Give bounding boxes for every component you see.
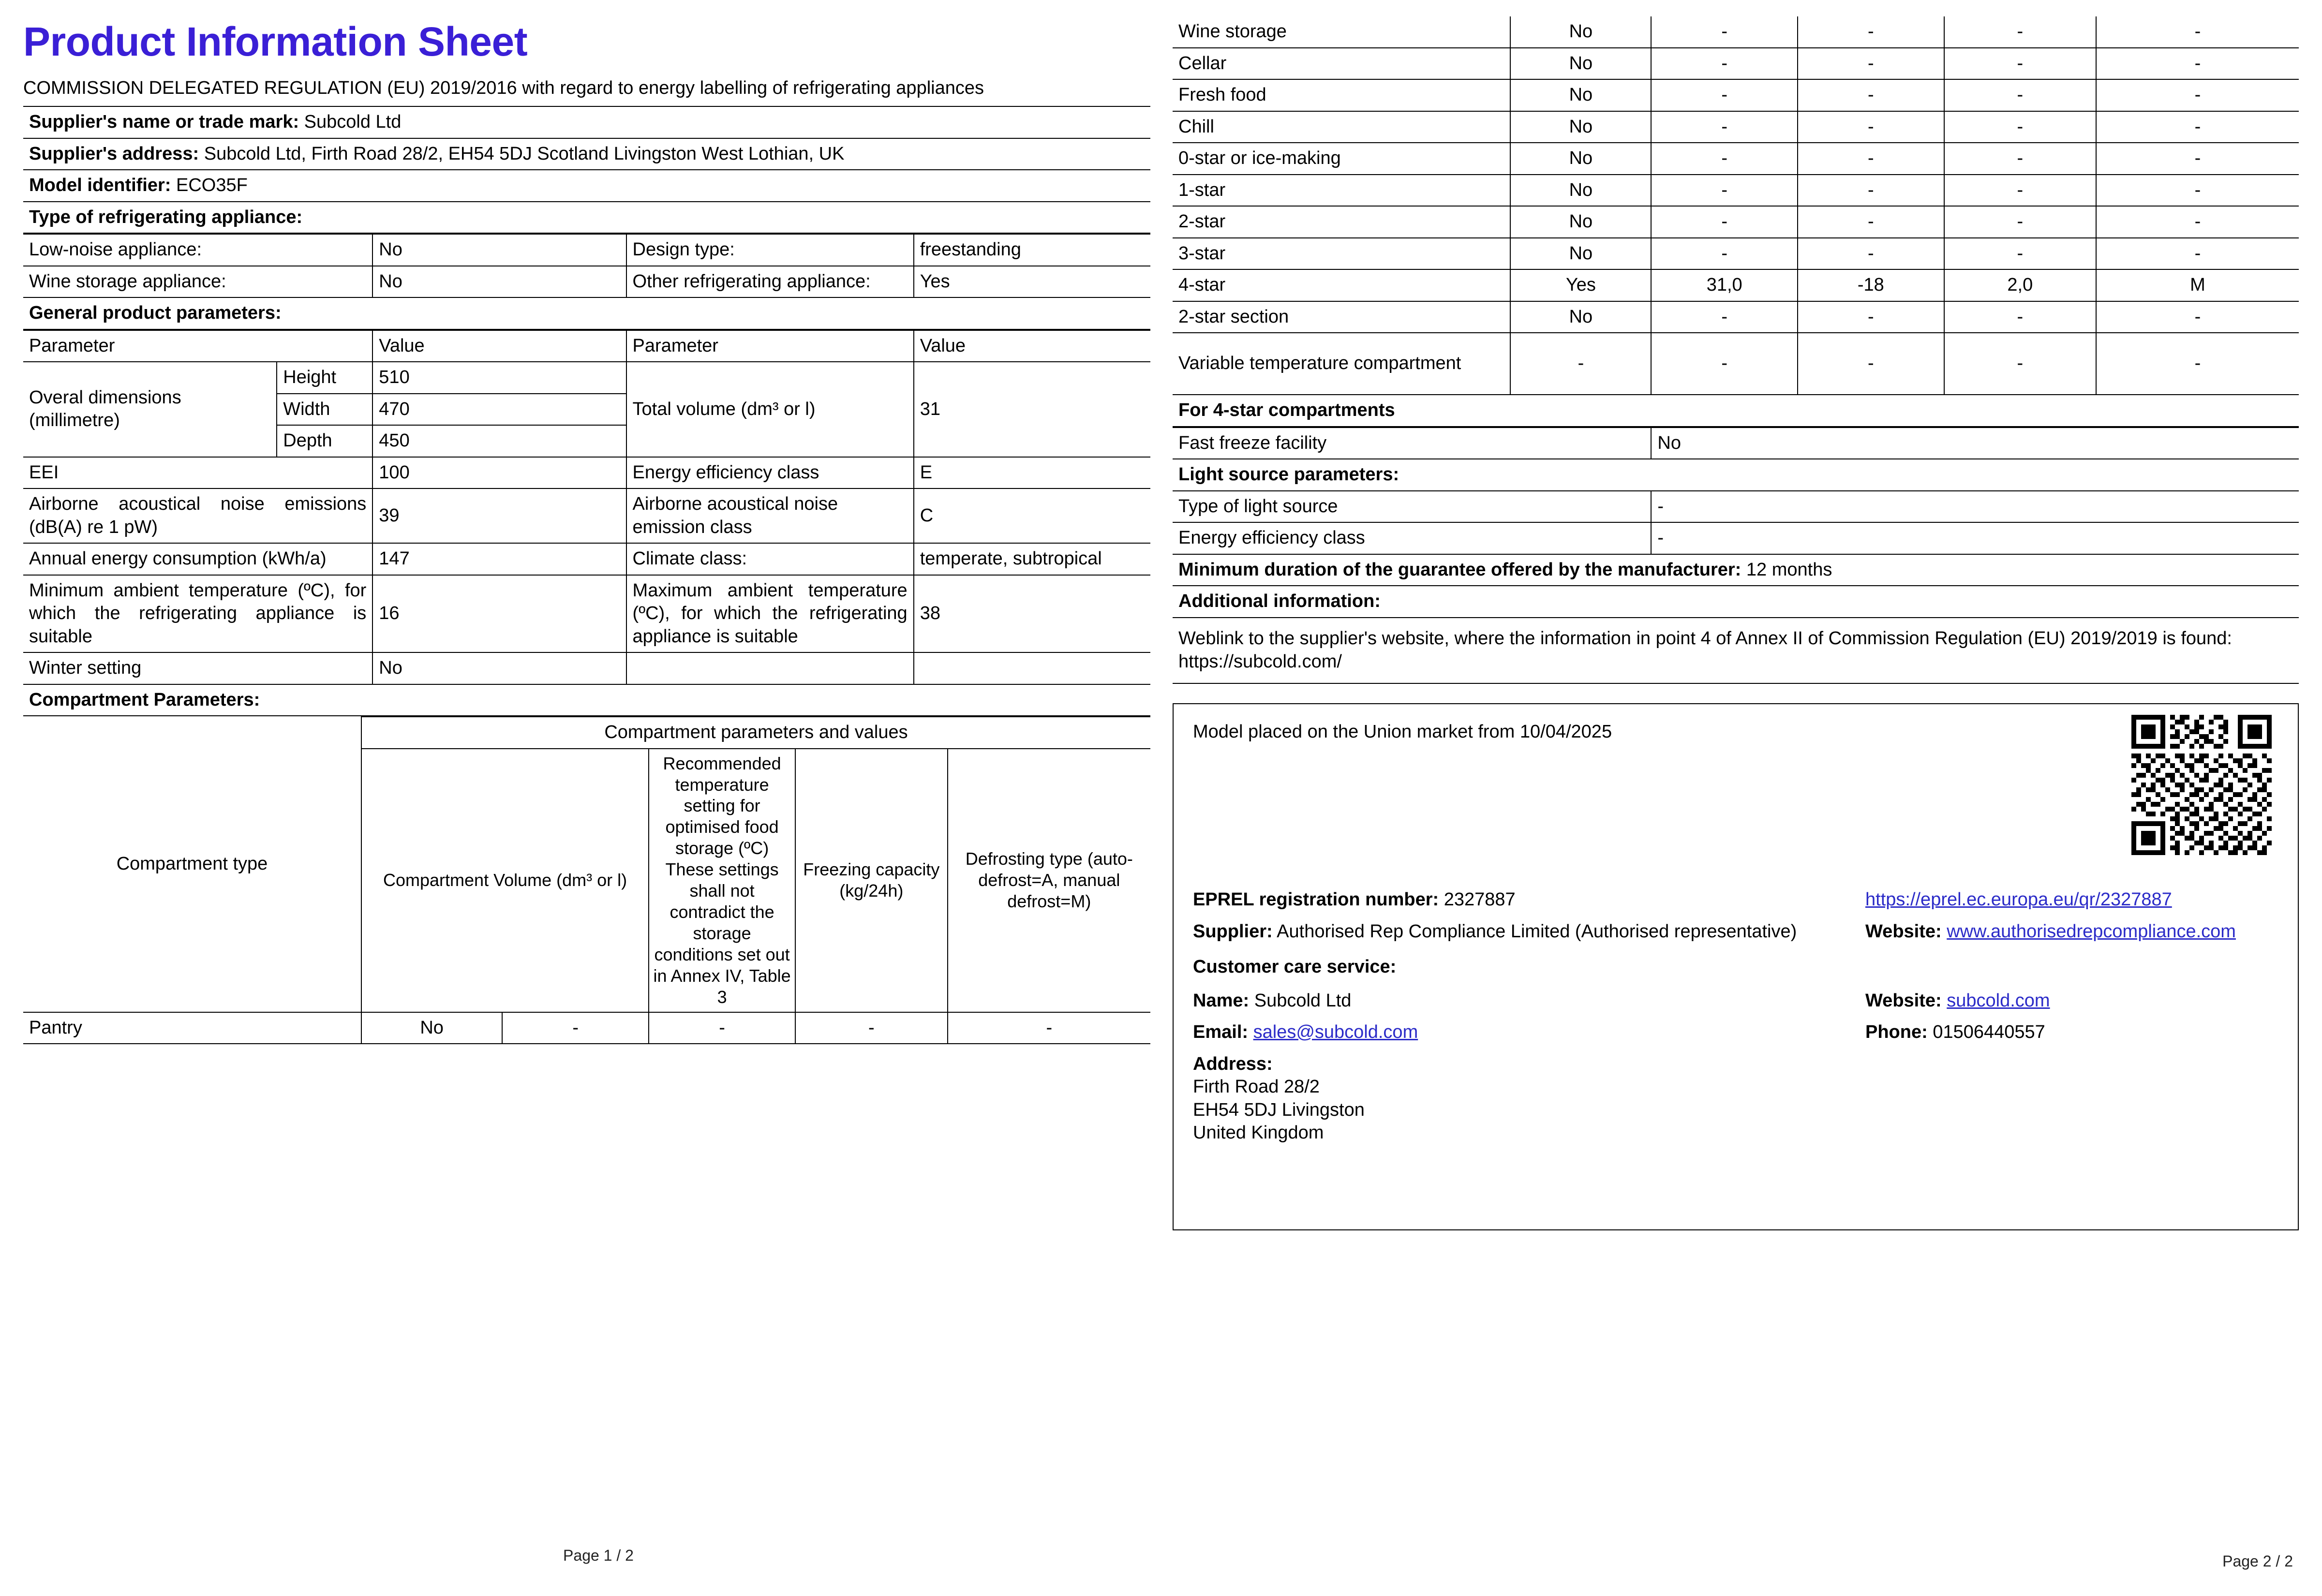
climate-class-value: temperate, subtropical [914, 543, 1150, 575]
compartment-freezing-cell: 2,0 [1944, 269, 2096, 301]
ambient-temperature-row [23, 575, 1150, 653]
compartment-temperature-cell: - [1798, 48, 1944, 80]
appliance-type-table [23, 234, 1150, 330]
freezing-capacity-header: Freezing capacity (kg/24h) [795, 749, 948, 1012]
light-class-row [1173, 522, 2299, 554]
compartment-type-cell: 2-star [1173, 206, 1510, 238]
supplier-name-value: Subcold Ltd [304, 112, 402, 133]
eei-row [23, 457, 1150, 489]
compartment-type-cell: 1-star [1173, 175, 1510, 207]
table-row [1173, 175, 2299, 207]
min-ambient-value: 16 [372, 575, 626, 653]
annual-energy-row [23, 543, 1150, 575]
supplier-website-wrap [1865, 920, 2278, 944]
low-noise-label: Low-noise appliance: [23, 234, 372, 266]
compartment-temperature-cell: -18 [1798, 269, 1944, 301]
compartment-volume-cell: - [1651, 175, 1798, 207]
guarantee-value: 12 months [1746, 559, 1832, 580]
winter-setting-row [23, 652, 1150, 684]
noise-class-value: C [914, 488, 1150, 543]
compartment-volume-header: Compartment Volume (dm³ or l) [361, 749, 649, 1012]
care-email-left [1193, 1021, 1865, 1044]
compartment-freezing-cell: - [1944, 175, 2096, 207]
care-email-link[interactable]: sales@subcold.com [1253, 1022, 1418, 1042]
supplier-address-label: Supplier's address: [29, 143, 199, 164]
compartment-defrost-cell: - [2096, 301, 2299, 333]
care-name-left [1193, 990, 1865, 1013]
winter-setting-value: No [372, 652, 626, 684]
fast-freeze-value: No [1651, 428, 2299, 459]
noise-row [23, 488, 1150, 543]
compartment-present-cell: No [1510, 79, 1651, 111]
compartment-present-cell: No [1510, 175, 1651, 207]
compartment-volume-cell: - [1651, 238, 1798, 270]
compartment-present-cell: No [1510, 111, 1651, 143]
col-parameter-1: Parameter [23, 330, 372, 362]
col-value-1: Value [372, 330, 626, 362]
care-phone-value: 01506440557 [1933, 1022, 2045, 1042]
winter-setting-empty-2 [914, 652, 1150, 684]
care-website-wrap [1865, 990, 2278, 1013]
customer-care-header: Customer care service: [1193, 957, 1397, 977]
defrosting-type-header: Defrosting type (auto-defrost=A, manual defrost=M) [948, 749, 1150, 1012]
winter-setting-label: Winter setting [23, 652, 372, 684]
compartment-defrost-cell: - [2096, 206, 2299, 238]
guarantee-row [1173, 554, 2299, 586]
width-value: 470 [372, 394, 626, 426]
left-column [23, 16, 1150, 1564]
compartment-defrost-cell: - [2096, 143, 2299, 175]
model-identifier-cell [23, 170, 1150, 202]
light-source-header: Light source parameters: [1173, 459, 2299, 491]
design-type-label: Design type: [626, 234, 914, 266]
supplier-label: Supplier: [1193, 921, 1273, 942]
max-ambient-value: 38 [914, 575, 1150, 653]
depth-label: Depth [277, 425, 372, 457]
winter-setting-empty-1 [626, 652, 914, 684]
care-website-link[interactable]: subcold.com [1947, 990, 2050, 1011]
compartment-type-cell: Chill [1173, 111, 1510, 143]
compartment-temperature-cell: - [1798, 16, 1944, 48]
compartment-type-cell: 2-star section [1173, 301, 1510, 333]
supplier-table [23, 106, 1150, 234]
supplier-website-link[interactable]: www.authorisedrepcompliance.com [1947, 921, 2236, 942]
guarantee-label: Minimum duration of the guarantee offered by the manufacturer: [1178, 559, 1742, 580]
additional-info-header-row [1173, 586, 2299, 618]
table-row [1173, 16, 2299, 48]
care-email-label: Email: [1193, 1022, 1249, 1042]
care-phone-label: Phone: [1865, 1022, 1928, 1042]
compartment-freezing-cell: - [1944, 143, 2096, 175]
compartment-present-cell: No [361, 1012, 502, 1044]
compartment-temperature-cell: - [649, 1012, 795, 1044]
eprel-label: EPREL registration number: [1193, 889, 1439, 910]
light-class-value: - [1651, 522, 2299, 554]
model-identifier-row [23, 170, 1150, 202]
compartment-table-right [1173, 16, 2299, 427]
width-label: Width [277, 394, 372, 426]
care-name-value: Subcold Ltd [1254, 990, 1352, 1011]
compartment-freezing-cell: - [1944, 79, 2096, 111]
compartment-freezing-cell: - [1944, 111, 2096, 143]
general-parameters-header: General product parameters: [23, 297, 1150, 329]
compartment-parameters-header-row [23, 684, 1150, 716]
col-value-2: Value [914, 330, 1150, 362]
fast-freeze-row [1173, 428, 2299, 459]
wine-storage-appliance-row [23, 266, 1150, 298]
care-address-line-3: United Kingdom [1193, 1123, 1324, 1143]
footer-page-2: Page 2 / 2 [2222, 1552, 2293, 1570]
supplier-name-cell [23, 106, 1150, 138]
compartment-present-cell: No [1510, 301, 1651, 333]
climate-class-label: Climate class: [626, 543, 914, 575]
compartment-volume-cell: - [1651, 111, 1798, 143]
general-header-row [23, 330, 1150, 362]
general-parameters-table [23, 330, 1150, 717]
compartment-temperature-cell: - [1798, 79, 1944, 111]
compartment-volume-cell: - [1651, 48, 1798, 80]
compartment-present-cell: No [1510, 238, 1651, 270]
footer-page-1: Page 1 / 2 [563, 1547, 634, 1564]
compartment-temperature-cell: - [1798, 143, 1944, 175]
general-parameters-header-row [23, 297, 1150, 329]
wine-storage-appliance-label: Wine storage appliance: [23, 266, 372, 298]
compartment-freezing-cell: - [1944, 301, 2096, 333]
compartment-freezing-cell: - [1944, 48, 2096, 80]
other-appliance-label: Other refrigerating appliance: [626, 266, 914, 298]
supplier-address-cell [23, 138, 1150, 170]
guarantee-cell [1173, 554, 2299, 586]
eprel-left [1193, 888, 1865, 912]
supplier-name-row [23, 106, 1150, 138]
eprel-value: 2327887 [1444, 889, 1516, 910]
compartment-defrost-cell: - [2096, 111, 2299, 143]
model-identifier-label: Model identifier: [29, 175, 171, 196]
market-info-box [1173, 703, 2299, 1230]
compartment-values-header: Compartment parameters and values [361, 717, 1150, 749]
table-row [1173, 143, 2299, 175]
weblink-url[interactable]: https://subcold.com/ [1178, 651, 1342, 672]
compartment-temperature-cell: - [1798, 206, 1944, 238]
compartment-defrost-cell: - [2096, 48, 2299, 80]
table-row [1173, 333, 2299, 395]
care-address-label: Address: [1193, 1053, 1273, 1074]
compartment-temperature-cell: - [1798, 333, 1944, 395]
model-identifier-value: ECO35F [176, 175, 248, 196]
compartment-type-cell: Fresh food [1173, 79, 1510, 111]
compartment-defrost-cell: - [2096, 79, 2299, 111]
table-row [1173, 301, 2299, 333]
height-label: Height [277, 362, 372, 394]
compartment-defrost-cell: - [2096, 238, 2299, 270]
annual-energy-label: Annual energy consumption (kWh/a) [23, 543, 372, 575]
noise-emissions-label: Airborne acoustical noise emissions (dB(A) re 1 pW) [23, 488, 372, 543]
compartment-freezing-cell: - [1944, 333, 2096, 395]
compartment-volume-cell: - [1651, 16, 1798, 48]
market-placed-text: Model placed on the Union market from 10/04/2025 [1193, 721, 1612, 742]
design-type-value: freestanding [914, 234, 1150, 266]
compartment-type-header: Compartment type [23, 717, 361, 1012]
compartment-volume-cell: - [1651, 206, 1798, 238]
annual-energy-value: 147 [372, 543, 626, 575]
compartment-type-cell: Pantry [23, 1012, 361, 1044]
compartment-present-cell: No [1510, 143, 1651, 175]
col-parameter-2: Parameter [626, 330, 914, 362]
compartment-present-cell: No [1510, 206, 1651, 238]
care-website-label: Website: [1865, 990, 1942, 1011]
supplier-website-label: Website: [1865, 921, 1942, 942]
eprel-link-wrap [1865, 888, 2278, 912]
appliance-type-header-row [23, 202, 1150, 234]
compartment-present-cell: No [1510, 16, 1651, 48]
compartment-defrost-cell: - [2096, 175, 2299, 207]
compartment-temperature-cell: - [1798, 238, 1944, 270]
compartment-freezing-cell: - [1944, 206, 2096, 238]
eprel-row [1193, 888, 2278, 912]
compartment-type-cell: 4-star [1173, 269, 1510, 301]
compartment-present-cell: Yes [1510, 269, 1651, 301]
care-phone-wrap [1865, 1021, 2278, 1044]
compartment-type-cell: Variable temperature compartment [1173, 333, 1510, 395]
compartment-group-header-row [23, 717, 1150, 749]
light-type-value: - [1651, 491, 2299, 523]
compartment-defrost-cell: - [2096, 16, 2299, 48]
other-appliance-value: Yes [914, 266, 1150, 298]
noise-emissions-value: 39 [372, 488, 626, 543]
min-ambient-label: Minimum ambient temperature (ºC), for which the refrigerating appliance is suitable [23, 575, 372, 653]
overall-dimensions-label: Overal dimensions (millimetre) [23, 362, 277, 457]
table-row [1173, 111, 2299, 143]
energy-efficiency-class-value: E [914, 457, 1150, 489]
compartment-present-cell: - [1510, 333, 1651, 395]
eei-label: EEI [23, 457, 372, 489]
fast-freeze-label: Fast freeze facility [1173, 428, 1651, 459]
compartment-volume-cell: - [1651, 79, 1798, 111]
eei-value: 100 [372, 457, 626, 489]
supplier-address-value: Subcold Ltd, Firth Road 28/2, EH54 5DJ Scotland Livingston West Lothian, UK [204, 143, 845, 164]
four-star-and-light-table [1173, 427, 2299, 684]
weblink-cell [1173, 618, 2299, 683]
total-volume-value: 31 [914, 362, 1150, 457]
compartment-volume-cell: - [1651, 333, 1798, 395]
noise-class-label: Airborne acoustical noise emission class [626, 488, 914, 543]
compartment-freezing-cell: - [1944, 238, 2096, 270]
compartment-freezing-cell: - [1944, 16, 2096, 48]
max-ambient-label: Maximum ambient temperature (ºC), for which the refrigerating appliance is suitable [626, 575, 914, 653]
supplier-row [1193, 920, 2278, 944]
care-address-line-1: Firth Road 28/2 [1193, 1077, 1320, 1097]
compartment-type-cell: Cellar [1173, 48, 1510, 80]
wine-storage-appliance-value: No [372, 266, 626, 298]
supplier-left [1193, 920, 1865, 944]
table-row [1173, 79, 2299, 111]
compartment-freezing-cell: - [795, 1012, 948, 1044]
compartment-volume-cell: - [1651, 301, 1798, 333]
compartment-table-left [23, 716, 1150, 1044]
table-row [1173, 269, 2299, 301]
qr-code [2131, 715, 2272, 855]
light-class-label: Energy efficiency class [1173, 522, 1651, 554]
light-type-label: Type of light source [1173, 491, 1651, 523]
recommended-temperature-header: Recommended temperature setting for optimised food storage (ºC) These settings shall not contradict the storage conditions set out in Annex IV, Table 3 [649, 749, 795, 1012]
right-column [1173, 16, 2299, 1230]
total-volume-label: Total volume (dm³ or l) [626, 362, 914, 457]
compartment-temperature-cell: - [1798, 301, 1944, 333]
compartment-volume-cell: 31,0 [1651, 269, 1798, 301]
depth-value: 450 [372, 425, 626, 457]
table-row [23, 1012, 1150, 1044]
compartment-defrost-cell: - [948, 1012, 1150, 1044]
light-type-row [1173, 491, 2299, 523]
appliance-type-header: Type of refrigerating appliance: [23, 202, 1150, 234]
compartment-defrost-cell: M [2096, 269, 2299, 301]
compartment-volume-cell: - [502, 1012, 649, 1044]
table-row [1173, 48, 2299, 80]
care-address-line-2: EH54 5DJ Livingston [1193, 1099, 1365, 1120]
supplier-value: Authorised Rep Compliance Limited (Authorised representative) [1277, 921, 1797, 942]
weblink-row [1173, 618, 2299, 683]
energy-efficiency-class-label: Energy efficiency class [626, 457, 914, 489]
height-value: 510 [372, 362, 626, 394]
low-noise-row [23, 234, 1150, 266]
four-star-header: For 4-star compartments [1173, 395, 2299, 427]
care-name-row [1193, 990, 2278, 1013]
supplier-name-label: Supplier's name or trade mark: [29, 112, 299, 133]
compartment-temperature-cell: - [1798, 111, 1944, 143]
compartment-defrost-cell: - [2096, 333, 2299, 395]
compartment-type-cell: 3-star [1173, 238, 1510, 270]
care-name-label: Name: [1193, 990, 1250, 1011]
compartment-temperature-cell: - [1798, 175, 1944, 207]
care-email-row [1193, 1021, 2278, 1044]
regulation-subtitle: COMMISSION DELEGATED REGULATION (EU) 2019/2016 with regard to energy labelling of refrigerating appliances [23, 78, 984, 98]
supplier-address-row [23, 138, 1150, 170]
page-title: Product Information Sheet [23, 19, 528, 64]
table-row [1173, 206, 2299, 238]
compartment-parameters-header: Compartment Parameters: [23, 684, 1150, 716]
table-row [1173, 238, 2299, 270]
dimensions-height-row [23, 362, 1150, 394]
four-star-header-row [1173, 395, 2299, 427]
compartment-type-cell: Wine storage [1173, 16, 1510, 48]
low-noise-value: No [372, 234, 626, 266]
light-source-header-row [1173, 459, 2299, 491]
eprel-link[interactable]: https://eprel.ec.europa.eu/qr/2327887 [1865, 889, 2172, 910]
additional-info-header: Additional information: [1173, 586, 2299, 618]
weblink-text: Weblink to the supplier's website, where the information in point 4 of Annex II of Commission Regulation (EU) 2019/2019 is found: [1178, 628, 2232, 649]
compartment-type-cell: 0-star or ice-making [1173, 143, 1510, 175]
compartment-present-cell: No [1510, 48, 1651, 80]
compartment-volume-cell: - [1651, 143, 1798, 175]
